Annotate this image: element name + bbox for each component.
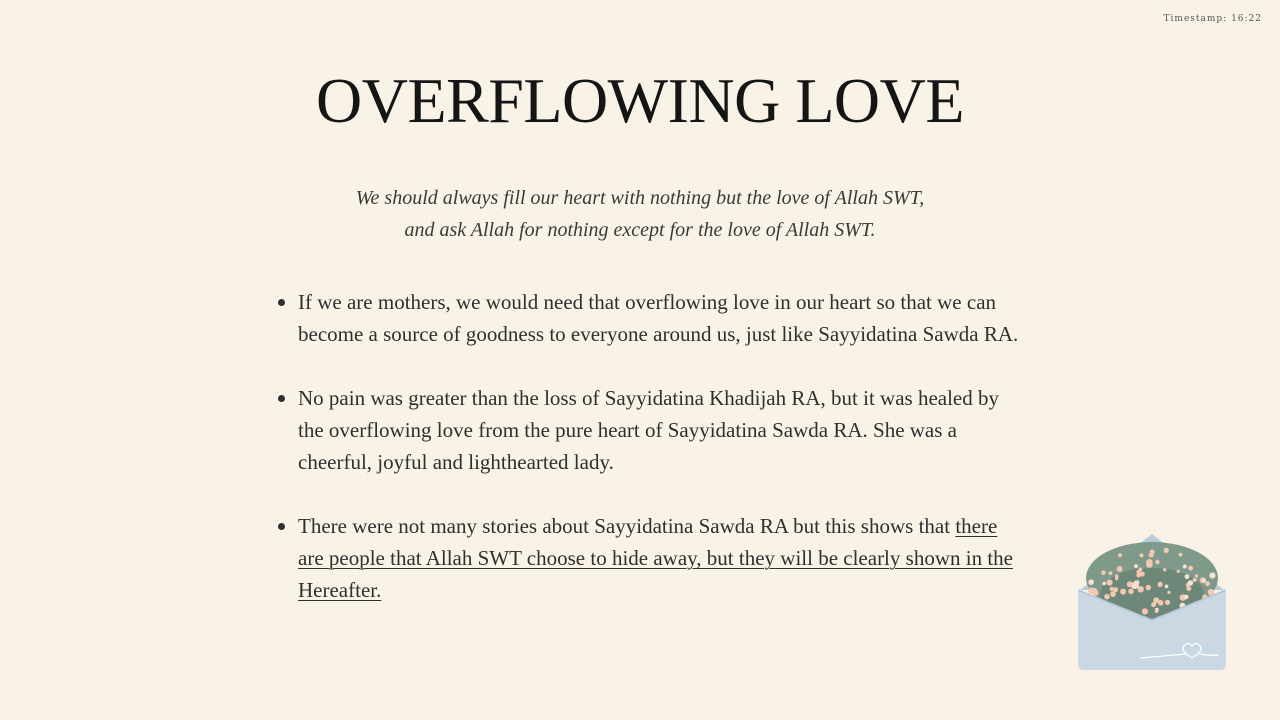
flower-dot [1165,585,1169,589]
flower-dot [1088,579,1094,585]
flower-dot [1120,589,1126,595]
flower-dot [1146,585,1151,590]
bullet-item [278,510,1023,606]
flower-dot [1185,574,1190,579]
flower-dot [1115,577,1118,580]
flower-dot [1186,586,1191,591]
flower-dot [1136,573,1141,578]
flower-envelope-icon [1074,528,1230,674]
bullet-list [278,286,1023,638]
bullet-dot-icon [278,523,285,530]
bullet-underlined-text: there are people that Allah SWT choose to hide away, but they will be clearly shown in the Hereafter. [298,514,1013,602]
bullet-text: If we are mothers, we would need that overflowing love in our heart so that we can become a source of goodness to everyone around us, just like Sayyidatina Sawda RA. [298,290,1019,346]
flower-dot [1132,582,1139,589]
bullet-text: There were not many stories about Sayyidatina Sawda RA but this shows that [298,514,956,538]
flower-dot [1205,581,1210,586]
bullet-dot-icon [278,299,285,306]
flower-dot [1202,579,1206,583]
flower-dot [1184,595,1189,600]
flower-dot [1128,589,1134,595]
flower-dot [1117,566,1123,572]
bullet-item [278,286,1023,350]
flower-dot [1110,591,1116,597]
flower-dot [1164,548,1169,553]
flower-dot [1127,581,1133,587]
flower-dot [1193,578,1197,582]
bullet-text: No pain was greater than the loss of Sayyidatina Khadijah RA, but it was healed by the overflowing love from the pure heart of Sayyidatina Sawda RA. She was a cheerful, joyful and lighthearted lady. [298,386,999,474]
flower-dot [1101,570,1106,575]
flower-dot [1163,568,1166,571]
flower-dot [1195,574,1198,577]
timestamp: Timestamp: 16:22 [1163,14,1262,24]
flower-dot [1188,580,1193,585]
flower-dot [1179,553,1183,557]
flower-dot [1177,570,1180,573]
bullet-item [278,382,1023,478]
flower-dot [1093,590,1099,596]
slide-title: OVERFLOWING LOVE [316,65,964,136]
flower-dot [1102,582,1106,586]
flower-dot [1134,564,1138,568]
flower-dot [1165,600,1170,605]
flower-dot [1138,568,1142,572]
flower-dot [1153,597,1159,603]
flower-dot [1118,553,1122,557]
flower-dot [1146,559,1153,566]
slide-subtitle: We should always fill our heart with nothing but the love of Allah SWT, and ask Allah for nothing except for the love of Allah SWT. [355,187,925,241]
bullet-dot-icon [278,395,285,402]
flower-dot [1155,609,1159,613]
flower-dot [1167,591,1170,594]
flower-dot [1158,582,1163,587]
flower-dot [1188,566,1193,571]
flower-dot [1209,572,1215,578]
flower-dot [1183,565,1187,569]
flower-dot [1139,553,1143,557]
flower-dot [1107,580,1113,586]
flower-dot [1150,549,1155,554]
flower-dot [1155,560,1159,564]
flower-dot [1104,594,1110,600]
flower-dot [1109,571,1113,575]
flower-dot [1142,608,1148,614]
